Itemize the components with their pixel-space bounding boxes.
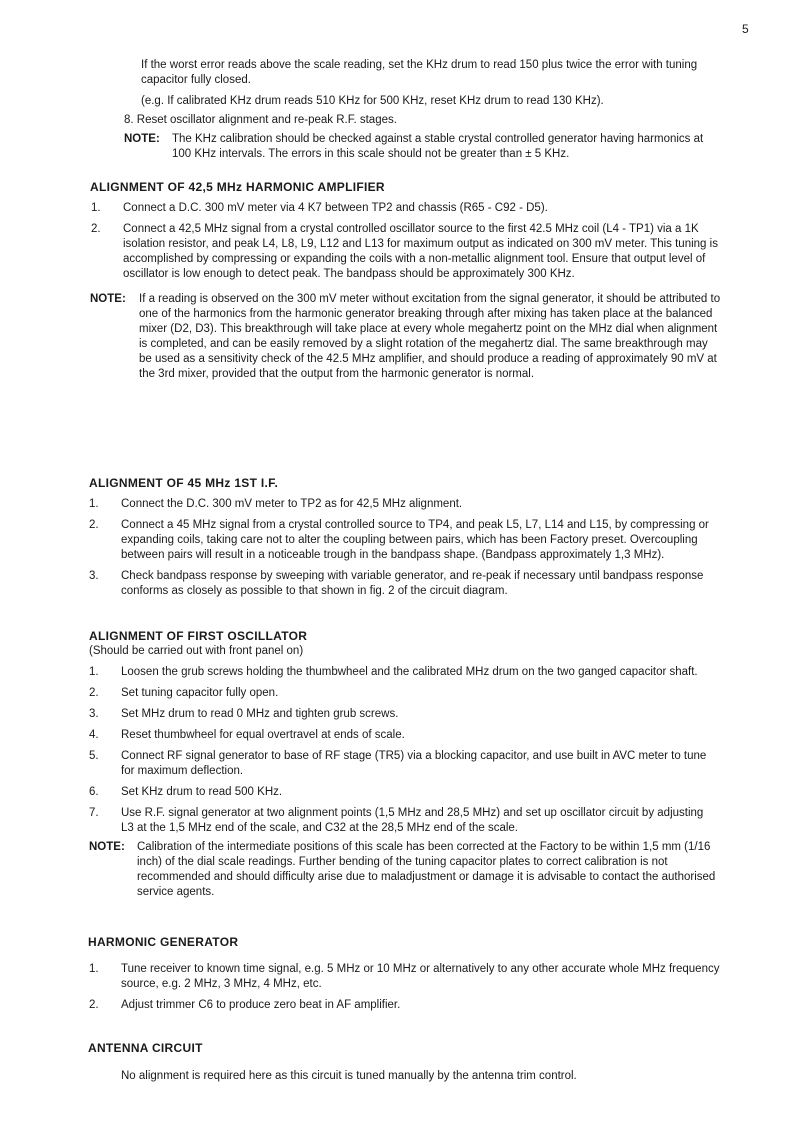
item-text: Loosen the grub screws holding the thumbwheel and the calibrated MHz drum on the two ganged capacitor shaft. — [121, 666, 698, 678]
item-number: 1. — [89, 498, 99, 510]
note-text: The KHz calibration should be checked against a stable crystal controlled generator having harmonics at 100 KHz intervals. The errors in this scale should not be greater than ± 5 KHz. — [172, 133, 704, 160]
item-number: 2. — [91, 223, 101, 235]
item-number: 5. — [89, 750, 99, 762]
list-item — [89, 497, 719, 512]
intro-paragraph: If the worst error reads above the scale reading, set the KHz drum to read 150 plus twice the error with tuning capacitor fully closed. — [141, 59, 698, 86]
list-item — [89, 569, 719, 599]
item-number: 3. — [89, 708, 99, 720]
list-item — [89, 785, 719, 800]
section-heading: ALIGNMENT OF 42,5 MHz HARMONIC AMPLIFIER — [90, 180, 385, 194]
first-osc-note — [89, 840, 719, 900]
item-text: Set tuning capacitor fully open. — [121, 687, 279, 699]
item-number: 1. — [91, 202, 101, 214]
item-number: 6. — [89, 786, 99, 798]
list-item — [89, 686, 719, 701]
item-text: Use R.F. signal generator at two alignment points (1,5 MHz and 28,5 MHz) and set up oscillator circuit by adjusting L3 at the 1,5 MHz end of the scale, and C32 at the 28,5 MHz end of the scale. — [121, 807, 704, 834]
page-number: 5 — [742, 22, 749, 36]
list-item — [89, 998, 721, 1013]
antenna-text: No alignment is required here as this circuit is tuned manually by the antenna trim control. — [121, 1070, 577, 1082]
item-number: 3. — [89, 570, 99, 582]
item-text: Adjust trimmer C6 to produce zero beat in AF amplifier. — [121, 999, 401, 1011]
item-text: Set MHz drum to read 0 MHz and tighten grub screws. — [121, 708, 399, 720]
item-text: Set KHz drum to read 500 KHz. — [121, 786, 283, 798]
section-heading: HARMONIC GENERATOR — [88, 935, 239, 949]
section-heading: ALIGNMENT OF FIRST OSCILLATOR — [89, 629, 308, 643]
list-item — [89, 749, 719, 779]
item-number: 7. — [89, 807, 99, 819]
first-oscillator-section — [0, 629, 806, 900]
list-item — [89, 962, 721, 992]
item-text: Connect a 42,5 MHz signal from a crystal controlled oscillator source to the first 42.5 MHz coil (L4 - TP1) via a 1K isolation resistor, and peak L4, L8, L9, L12 and L13 for maximum output as indicated on 300 mV meter. This tuning is accomplished by compressing or expanding the coils with a non-metallic alignment tool. Ensure that output level of oscillator is low enough to detect peak. The bandpass should be approximately 300 KHz. — [123, 223, 718, 280]
intro-example: (e.g. If calibrated KHz drum reads 510 KHz for 500 KHz, reset KHz drum to read 130 KHz). — [141, 95, 604, 107]
section-heading: ALIGNMENT OF 45 MHz 1ST I.F. — [89, 476, 279, 490]
item-text: Connect a 45 MHz signal from a crystal controlled source to TP4, and peak L5, L7, L14 and L15, by compressing or expanding coils, taking care not to alter the coupling between pairs, which has been Factory preset. Overcoupling between pairs will result in a noticeable trough in the bandpass shape. (Bandpass approximately 1,3 MHz). — [121, 519, 709, 561]
list-item — [91, 222, 721, 282]
section-subheading: (Should be carried out with front panel on) — [89, 645, 304, 657]
note-label: NOTE: — [124, 133, 160, 145]
list-item — [89, 728, 719, 743]
item-text: Check bandpass response by sweeping with variable generator, and re-peak if necessary until bandpass response conforms as closely as possible to that shown in fig. 2 of the circuit diagram. — [121, 570, 704, 597]
list-item — [89, 518, 719, 563]
item-number: 2. — [89, 999, 99, 1011]
intro-note — [124, 132, 722, 162]
item-text: Connect a D.C. 300 mV meter via 4 K7 between TP2 and chassis (R65 - C92 - D5). — [123, 202, 548, 214]
item-number: 1. — [89, 666, 99, 678]
note-label: NOTE: — [89, 841, 125, 853]
harmonic-amp-note — [90, 292, 722, 382]
item-text: Connect RF signal generator to base of RF stage (TR5) via a blocking capacitor, and use built in AVC meter to tune for maximum deflection. — [121, 750, 707, 777]
item-number: 1. — [89, 963, 99, 975]
harmonic-amplifier-section — [0, 180, 806, 382]
note-text: If a reading is observed on the 300 mV meter without excitation from the signal generator, it should be attributed to one of the harmonics from the harmonic generator breaking through after mixing has taken place at the balanced mixer (D2, D3). This breakthrough will take place at every whole megahertz point on the MHz dial when alignment is completed, and can be easily removed by a slight rotation of the megahertz dial. The same breakthrough may be used as a sensitivity check of the 42.5 MHz amplifier, and should produce a reading of approximately 90 mV at the 3rd mixer, provided that the output from the harmonic generator is normal. — [139, 293, 721, 380]
item-number: 2. — [89, 519, 99, 531]
harmonic-generator-section — [0, 935, 806, 1013]
item-number: 2. — [89, 687, 99, 699]
intro-step-8: 8. Reset oscillator alignment and re-peak R.F. stages. — [124, 114, 397, 126]
item-text: Reset thumbwheel for equal overtravel at ends of scale. — [121, 729, 405, 741]
item-text: Tune receiver to known time signal, e.g. 5 MHz or 10 MHz or alternatively to any other accurate whole MHz frequency source, e.g. 2 MHz, 3 MHz, 4 MHz, etc. — [121, 963, 720, 990]
first-if-section — [0, 476, 806, 599]
note-label: NOTE: — [90, 293, 126, 305]
item-text: Connect the D.C. 300 mV meter to TP2 as for 42,5 MHz alignment. — [121, 498, 463, 510]
note-text: Calibration of the intermediate positions of this scale has been corrected at the Factory to be within 1,5 mm (1/16 inch) of the dial scale readings. Further bending of the tuning capacitor plates to correct calibration is not recommended and should difficulty arise due to maladjustment or damage it is advisable to contact the authorised service agents. — [137, 841, 716, 898]
intro-section — [0, 58, 806, 162]
item-number: 4. — [89, 729, 99, 741]
list-item — [89, 665, 719, 680]
list-item — [89, 806, 719, 836]
antenna-circuit-section — [0, 1041, 806, 1084]
list-item — [89, 707, 719, 722]
section-heading: ANTENNA CIRCUIT — [88, 1041, 203, 1055]
list-item — [91, 201, 721, 216]
